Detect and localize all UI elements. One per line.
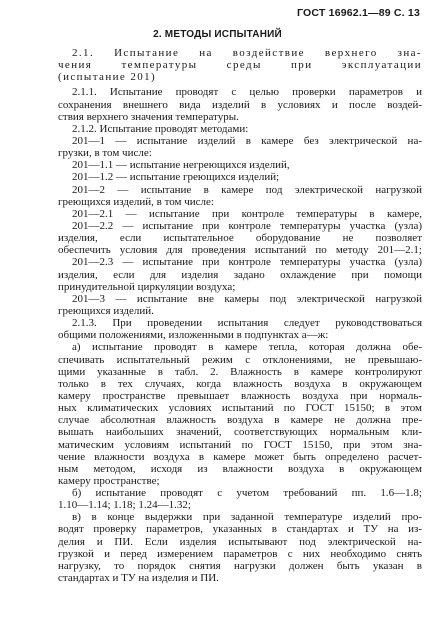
text-line: общими положениями, изложенными в подпунктах а—ж: bbox=[58, 329, 329, 342]
text-line: водят проверку параметров, указанных в стандартах и ТУ на из- bbox=[58, 523, 422, 536]
text-line: 2.1.3. При проведении испытания следует руководствоваться bbox=[72, 317, 422, 330]
text-line: грузкой и перед измерением параметров с них необходимо снять bbox=[58, 547, 422, 560]
text-line: греющихся изделий. bbox=[58, 304, 154, 317]
text-line: камеру пространстве; bbox=[58, 474, 160, 487]
text-line: матическим условиям испытаний по ГОСТ 15150, при этом зна- bbox=[58, 438, 422, 451]
text-line: щими указанные в табл. 2. Влажность в камере контролируют bbox=[58, 365, 422, 378]
text-line: изделия, если испытательное оборудование не позволяет bbox=[58, 232, 422, 245]
text-line: а) испытание проводят в камере тепла, которая должна обе- bbox=[72, 341, 422, 354]
text-line: принудительной циркуляции воздуха; bbox=[58, 280, 236, 293]
text-line: вышать наибольших значений, соответствующих нормальным кли- bbox=[58, 426, 422, 439]
text-line: греющихся изделий, в том числе: bbox=[58, 195, 214, 208]
text-line: 2.1. Испытание на воздействие верхнего зна- bbox=[72, 47, 422, 59]
text-line: 201—1 — испытание изделий в камере без электрической на- bbox=[72, 134, 422, 147]
page-header: ГОСТ 16962.1—89 С. 13 bbox=[297, 7, 420, 19]
text-line: 1.10—1.14; 1.18; 1.24—1.32; bbox=[58, 499, 191, 512]
text-line: чение влажности воздуха в камере может быть определено расчет- bbox=[58, 450, 422, 463]
text-line: ствия верхнего значения температуры. bbox=[58, 110, 239, 123]
text-line: грузки, в том числе: bbox=[58, 147, 152, 160]
body-text bbox=[58, 47, 422, 584]
text-line: чения температуры среды при эксплуатации bbox=[58, 59, 422, 72]
text-line: случае абсолютная влажность воздуха в камере не должна пре- bbox=[58, 414, 422, 427]
text-line: только в тех случаях, когда влажность воздуха в окружающем bbox=[58, 377, 422, 390]
text-line: 201—2 — испытание в камере под электрической нагрузкой bbox=[72, 183, 422, 196]
text-line: ных климатических условиях испытаний по ГОСТ 15150; в этом bbox=[58, 402, 422, 415]
text-line: обеспечить условия для проведения испытаний по методу 201—2.1; bbox=[58, 244, 422, 257]
text-line: 2.1.2. Испытание проводят методами: bbox=[72, 122, 249, 135]
text-line: ным методом, исходя из влажности воздуха в окружающем bbox=[58, 462, 422, 475]
text-line: 201—1.2 — испытание греющихся изделий; bbox=[72, 171, 280, 184]
text-line: 2.1.1. Испытание проводят с целью проверки параметров и bbox=[72, 86, 422, 99]
section-title: 2. МЕТОДЫ ИСПЫТАНИЙ bbox=[153, 29, 282, 40]
text-line: 201—2.2 — испытание при контроле температуры участка (узла) bbox=[72, 219, 422, 232]
text-line: изделия, если для изделия задано охлаждение при помощи bbox=[58, 268, 422, 281]
text-line: в) в конце выдержки при заданной температуре изделий про- bbox=[72, 511, 422, 524]
text-line: б) испытание проводят с учетом требований пп. 1.6—1.8; bbox=[72, 487, 422, 500]
text-line: 201—2.3 — испытание при контроле температуры участка (узла) bbox=[72, 256, 422, 269]
text-line: стандартах и ТУ на изделия и ПИ. bbox=[58, 572, 219, 585]
text-line: делия и ПИ. Если изделия испытывают под электрической на- bbox=[58, 535, 422, 548]
text-line: 201—1.1 — испытание негреющихся изделий, bbox=[72, 159, 290, 172]
text-line: 201—3 — испытание вне камеры под электрической нагрузкой bbox=[72, 292, 422, 305]
text-line: (испытание 201) bbox=[58, 71, 157, 84]
text-line: камеру пространстве превышает влажность воздуха при нормаль- bbox=[58, 389, 422, 402]
text-line: 201—2.1 — испытание при контроле температуры в камере, bbox=[72, 207, 422, 220]
text-line: спечивать испытательный режим с отклонениями, не превышаю- bbox=[58, 353, 422, 366]
text-line: сохранения внешнего вида изделий в условиях и после воздей- bbox=[58, 98, 422, 111]
text-line: нагрузку, то порядок снятия нагрузки должен быть указан в bbox=[58, 559, 422, 572]
